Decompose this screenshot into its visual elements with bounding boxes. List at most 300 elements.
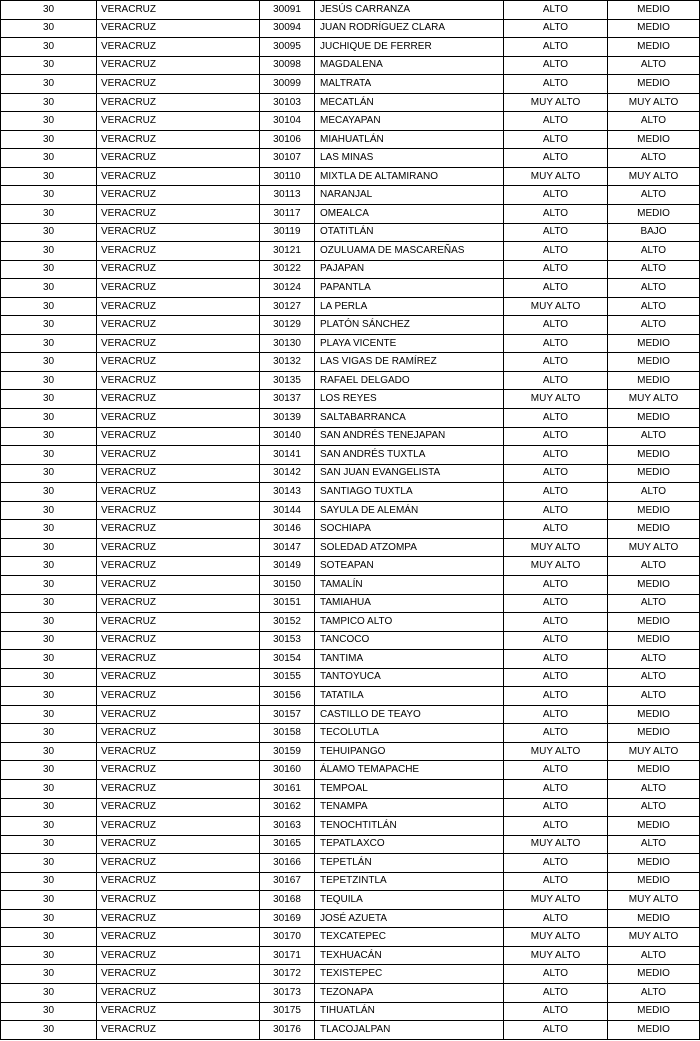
municipality-name-cell: OZULUAMA DE MASCAREÑAS [315, 242, 504, 261]
level-2-cell: ALTO [608, 946, 700, 965]
table-row [1, 965, 700, 984]
municipality-name-cell: MAGDALENA [315, 56, 504, 75]
state-code-cell: 30 [1, 242, 97, 261]
level-1-cell: MUY ALTO [504, 390, 608, 409]
level-1-cell: ALTO [504, 464, 608, 483]
state-code-cell: 30 [1, 56, 97, 75]
level-2-cell: MUY ALTO [608, 93, 700, 112]
table-row [1, 779, 700, 798]
municipality-code-cell: 30106 [260, 130, 315, 149]
state-name-cell: VERACRUZ [97, 112, 260, 131]
state-name-cell: VERACRUZ [97, 835, 260, 854]
level-2-cell: MEDIO [608, 409, 700, 428]
table-row [1, 464, 700, 483]
level-2-cell: MEDIO [608, 1, 700, 20]
level-1-cell: ALTO [504, 409, 608, 428]
level-1-cell: ALTO [504, 909, 608, 928]
state-code-cell: 30 [1, 427, 97, 446]
state-name-cell: VERACRUZ [97, 260, 260, 279]
municipality-name-cell: MIAHUATLÁN [315, 130, 504, 149]
level-1-cell: ALTO [504, 501, 608, 520]
table-row [1, 93, 700, 112]
state-name-cell: VERACRUZ [97, 613, 260, 632]
municipality-name-cell: SOLEDAD ATZOMPA [315, 538, 504, 557]
state-code-cell: 30 [1, 965, 97, 984]
municipality-name-cell: PLAYA VICENTE [315, 334, 504, 353]
level-1-cell: MUY ALTO [504, 538, 608, 557]
state-name-cell: VERACRUZ [97, 38, 260, 57]
state-name-cell: VERACRUZ [97, 167, 260, 186]
level-1-cell: ALTO [504, 779, 608, 798]
table-row [1, 1, 700, 20]
level-1-cell: ALTO [504, 761, 608, 780]
municipality-code-cell: 30117 [260, 205, 315, 224]
state-code-cell: 30 [1, 112, 97, 131]
table-row [1, 334, 700, 353]
state-name-cell: VERACRUZ [97, 242, 260, 261]
state-code-cell: 30 [1, 650, 97, 669]
level-1-cell: ALTO [504, 223, 608, 242]
municipality-name-cell: TEMPOAL [315, 779, 504, 798]
level-2-cell: MEDIO [608, 965, 700, 984]
state-name-cell: VERACRUZ [97, 446, 260, 465]
state-code-cell: 30 [1, 149, 97, 168]
municipality-name-cell: TANCOCO [315, 631, 504, 650]
table-row [1, 909, 700, 928]
municipality-code-cell: 30170 [260, 928, 315, 947]
level-2-cell: MEDIO [608, 75, 700, 94]
municipality-code-cell: 30142 [260, 464, 315, 483]
table-row [1, 854, 700, 873]
state-code-cell: 30 [1, 854, 97, 873]
level-2-cell: MUY ALTO [608, 538, 700, 557]
level-2-cell: MEDIO [608, 909, 700, 928]
municipality-name-cell: NARANJAL [315, 186, 504, 205]
state-name-cell: VERACRUZ [97, 761, 260, 780]
level-1-cell: ALTO [504, 353, 608, 372]
state-code-cell: 30 [1, 798, 97, 817]
municipality-name-cell: TEXHUACÁN [315, 946, 504, 965]
table-row [1, 557, 700, 576]
municipality-code-cell: 30091 [260, 1, 315, 20]
municipality-code-cell: 30167 [260, 872, 315, 891]
level-1-cell: MUY ALTO [504, 946, 608, 965]
municipality-code-cell: 30135 [260, 371, 315, 390]
municipality-name-cell: CASTILLO DE TEAYO [315, 705, 504, 724]
level-1-cell: ALTO [504, 817, 608, 836]
municipality-code-cell: 30104 [260, 112, 315, 131]
state-code-cell: 30 [1, 390, 97, 409]
table-body [1, 1, 700, 1040]
level-2-cell: MUY ALTO [608, 742, 700, 761]
level-1-cell: ALTO [504, 334, 608, 353]
municipality-name-cell: OMEALCA [315, 205, 504, 224]
table-row [1, 279, 700, 298]
table-row [1, 631, 700, 650]
level-2-cell: ALTO [608, 687, 700, 706]
table-row [1, 371, 700, 390]
state-name-cell: VERACRUZ [97, 575, 260, 594]
level-2-cell: MEDIO [608, 613, 700, 632]
table-row [1, 928, 700, 947]
level-1-cell: MUY ALTO [504, 93, 608, 112]
municipality-name-cell: TEPATLAXCO [315, 835, 504, 854]
municipality-code-cell: 30119 [260, 223, 315, 242]
level-2-cell: MEDIO [608, 1002, 700, 1021]
level-2-cell: ALTO [608, 668, 700, 687]
municipality-code-cell: 30140 [260, 427, 315, 446]
table-row [1, 983, 700, 1002]
state-code-cell: 30 [1, 483, 97, 502]
table-row [1, 891, 700, 910]
municipality-name-cell: SOTEAPAN [315, 557, 504, 576]
level-2-cell: ALTO [608, 557, 700, 576]
municipality-name-cell: TEXCATEPEC [315, 928, 504, 947]
level-1-cell: MUY ALTO [504, 557, 608, 576]
level-2-cell: MEDIO [608, 817, 700, 836]
state-name-cell: VERACRUZ [97, 557, 260, 576]
level-1-cell: ALTO [504, 205, 608, 224]
state-name-cell: VERACRUZ [97, 297, 260, 316]
state-code-cell: 30 [1, 1021, 97, 1040]
level-1-cell: ALTO [504, 19, 608, 38]
level-1-cell: ALTO [504, 38, 608, 57]
state-name-cell: VERACRUZ [97, 779, 260, 798]
level-2-cell: MEDIO [608, 854, 700, 873]
table-row [1, 353, 700, 372]
state-name-cell: VERACRUZ [97, 705, 260, 724]
level-1-cell: ALTO [504, 650, 608, 669]
municipality-name-cell: SANTIAGO TUXTLA [315, 483, 504, 502]
level-1-cell: ALTO [504, 130, 608, 149]
municipality-code-cell: 30110 [260, 167, 315, 186]
state-code-cell: 30 [1, 835, 97, 854]
level-2-cell: MEDIO [608, 130, 700, 149]
municipality-code-cell: 30139 [260, 409, 315, 428]
state-code-cell: 30 [1, 93, 97, 112]
table-row [1, 446, 700, 465]
municipality-code-cell: 30175 [260, 1002, 315, 1021]
state-code-cell: 30 [1, 1, 97, 20]
level-2-cell: ALTO [608, 798, 700, 817]
municipality-code-cell: 30162 [260, 798, 315, 817]
table-row [1, 520, 700, 539]
state-name-cell: VERACRUZ [97, 334, 260, 353]
table-row [1, 149, 700, 168]
municipality-name-cell: JOSÉ AZUETA [315, 909, 504, 928]
municipality-name-cell: MIXTLA DE ALTAMIRANO [315, 167, 504, 186]
level-1-cell: ALTO [504, 594, 608, 613]
state-code-cell: 30 [1, 409, 97, 428]
state-code-cell: 30 [1, 872, 97, 891]
municipality-name-cell: LOS REYES [315, 390, 504, 409]
table-row [1, 687, 700, 706]
level-1-cell: ALTO [504, 631, 608, 650]
table-row [1, 835, 700, 854]
municipality-name-cell: JESÚS CARRANZA [315, 1, 504, 20]
state-name-cell: VERACRUZ [97, 371, 260, 390]
state-name-cell: VERACRUZ [97, 149, 260, 168]
municipality-code-cell: 30137 [260, 390, 315, 409]
state-name-cell: VERACRUZ [97, 75, 260, 94]
level-1-cell: ALTO [504, 186, 608, 205]
level-2-cell: ALTO [608, 149, 700, 168]
level-1-cell: ALTO [504, 56, 608, 75]
level-2-cell: MEDIO [608, 334, 700, 353]
state-code-cell: 30 [1, 334, 97, 353]
state-name-cell: VERACRUZ [97, 965, 260, 984]
level-2-cell: ALTO [608, 186, 700, 205]
table-row [1, 409, 700, 428]
level-1-cell: ALTO [504, 687, 608, 706]
table-row [1, 56, 700, 75]
table-row [1, 538, 700, 557]
table-row [1, 817, 700, 836]
state-code-cell: 30 [1, 631, 97, 650]
municipality-name-cell: OTATITLÁN [315, 223, 504, 242]
table-row [1, 705, 700, 724]
state-name-cell: VERACRUZ [97, 650, 260, 669]
state-code-cell: 30 [1, 464, 97, 483]
municipality-code-cell: 30103 [260, 93, 315, 112]
state-name-cell: VERACRUZ [97, 501, 260, 520]
level-1-cell: ALTO [504, 705, 608, 724]
municipality-code-cell: 30160 [260, 761, 315, 780]
level-2-cell: ALTO [608, 594, 700, 613]
level-2-cell: MEDIO [608, 353, 700, 372]
table-row [1, 390, 700, 409]
level-2-cell: MEDIO [608, 520, 700, 539]
table-row [1, 19, 700, 38]
municipality-code-cell: 30129 [260, 316, 315, 335]
municipality-code-cell: 30143 [260, 483, 315, 502]
municipality-code-cell: 30155 [260, 668, 315, 687]
level-2-cell: MEDIO [608, 724, 700, 743]
level-2-cell: MEDIO [608, 19, 700, 38]
state-name-cell: VERACRUZ [97, 687, 260, 706]
municipality-name-cell: TEQUILA [315, 891, 504, 910]
state-name-cell: VERACRUZ [97, 817, 260, 836]
state-code-cell: 30 [1, 223, 97, 242]
state-name-cell: VERACRUZ [97, 130, 260, 149]
municipality-code-cell: 30159 [260, 742, 315, 761]
municipality-name-cell: TECOLUTLA [315, 724, 504, 743]
table-row [1, 613, 700, 632]
table-row [1, 186, 700, 205]
municipality-name-cell: LA PERLA [315, 297, 504, 316]
table-row [1, 205, 700, 224]
table-row [1, 575, 700, 594]
state-name-cell: VERACRUZ [97, 353, 260, 372]
state-code-cell: 30 [1, 297, 97, 316]
level-1-cell: MUY ALTO [504, 928, 608, 947]
level-2-cell: MEDIO [608, 446, 700, 465]
table-row [1, 38, 700, 57]
state-code-cell: 30 [1, 575, 97, 594]
municipality-code-cell: 30152 [260, 613, 315, 632]
state-name-cell: VERACRUZ [97, 983, 260, 1002]
state-name-cell: VERACRUZ [97, 1021, 260, 1040]
level-1-cell: ALTO [504, 279, 608, 298]
state-name-cell: VERACRUZ [97, 464, 260, 483]
state-name-cell: VERACRUZ [97, 93, 260, 112]
state-name-cell: VERACRUZ [97, 1, 260, 20]
level-1-cell: MUY ALTO [504, 167, 608, 186]
level-1-cell: ALTO [504, 668, 608, 687]
table-row [1, 742, 700, 761]
level-1-cell: MUY ALTO [504, 742, 608, 761]
state-name-cell: VERACRUZ [97, 798, 260, 817]
municipality-code-cell: 30165 [260, 835, 315, 854]
table-row [1, 650, 700, 669]
municipality-name-cell: TENAMPA [315, 798, 504, 817]
state-code-cell: 30 [1, 279, 97, 298]
municipality-name-cell: PAPANTLA [315, 279, 504, 298]
municipality-code-cell: 30157 [260, 705, 315, 724]
state-name-cell: VERACRUZ [97, 594, 260, 613]
municipality-code-cell: 30172 [260, 965, 315, 984]
municipality-name-cell: JUAN RODRÍGUEZ CLARA [315, 19, 504, 38]
state-code-cell: 30 [1, 891, 97, 910]
level-2-cell: ALTO [608, 112, 700, 131]
municipality-name-cell: SAYULA DE ALEMÁN [315, 501, 504, 520]
state-code-cell: 30 [1, 186, 97, 205]
state-code-cell: 30 [1, 371, 97, 390]
state-code-cell: 30 [1, 1002, 97, 1021]
table-row [1, 483, 700, 502]
level-1-cell: ALTO [504, 1, 608, 20]
municipality-name-cell: TEPETZINTLA [315, 872, 504, 891]
state-name-cell: VERACRUZ [97, 186, 260, 205]
state-name-cell: VERACRUZ [97, 316, 260, 335]
table-row [1, 872, 700, 891]
municipality-name-cell: TLACOJALPAN [315, 1021, 504, 1040]
level-1-cell: ALTO [504, 724, 608, 743]
level-2-cell: ALTO [608, 242, 700, 261]
municipality-name-cell: TEZONAPA [315, 983, 504, 1002]
state-code-cell: 30 [1, 983, 97, 1002]
state-name-cell: VERACRUZ [97, 19, 260, 38]
municipality-code-cell: 30147 [260, 538, 315, 557]
level-1-cell: ALTO [504, 520, 608, 539]
level-2-cell: ALTO [608, 316, 700, 335]
table-row [1, 761, 700, 780]
state-code-cell: 30 [1, 928, 97, 947]
level-1-cell: ALTO [504, 260, 608, 279]
state-code-cell: 30 [1, 668, 97, 687]
state-code-cell: 30 [1, 557, 97, 576]
state-code-cell: 30 [1, 779, 97, 798]
municipality-name-cell: MECAYAPAN [315, 112, 504, 131]
state-name-cell: VERACRUZ [97, 409, 260, 428]
level-2-cell: MEDIO [608, 205, 700, 224]
table-row [1, 130, 700, 149]
municipality-name-cell: TEHUIPANGO [315, 742, 504, 761]
table-row [1, 724, 700, 743]
municipality-code-cell: 30122 [260, 260, 315, 279]
level-2-cell: MEDIO [608, 1021, 700, 1040]
state-name-cell: VERACRUZ [97, 891, 260, 910]
level-2-cell: ALTO [608, 835, 700, 854]
municipality-name-cell: SAN ANDRÉS TUXTLA [315, 446, 504, 465]
municipality-code-cell: 30095 [260, 38, 315, 57]
state-name-cell: VERACRUZ [97, 668, 260, 687]
level-2-cell: MEDIO [608, 631, 700, 650]
municipality-code-cell: 30146 [260, 520, 315, 539]
municipality-code-cell: 30098 [260, 56, 315, 75]
municipality-code-cell: 30156 [260, 687, 315, 706]
level-2-cell: ALTO [608, 279, 700, 298]
municipality-name-cell: SOCHIAPA [315, 520, 504, 539]
municipality-code-cell: 30121 [260, 242, 315, 261]
municipality-code-cell: 30124 [260, 279, 315, 298]
municipality-name-cell: TEXISTEPEC [315, 965, 504, 984]
municipality-code-cell: 30127 [260, 297, 315, 316]
state-code-cell: 30 [1, 909, 97, 928]
municipality-name-cell: JUCHIQUE DE FERRER [315, 38, 504, 57]
municipality-name-cell: TANTOYUCA [315, 668, 504, 687]
municipality-name-cell: SAN JUAN EVANGELISTA [315, 464, 504, 483]
level-1-cell: ALTO [504, 854, 608, 873]
level-1-cell: ALTO [504, 242, 608, 261]
state-code-cell: 30 [1, 817, 97, 836]
municipality-name-cell: SALTABARRANCA [315, 409, 504, 428]
municipality-name-cell: LAS MINAS [315, 149, 504, 168]
table-row [1, 167, 700, 186]
level-2-cell: ALTO [608, 297, 700, 316]
state-name-cell: VERACRUZ [97, 854, 260, 873]
level-2-cell: MEDIO [608, 38, 700, 57]
municipality-name-cell: SAN ANDRÉS TENEJAPAN [315, 427, 504, 446]
municipality-code-cell: 30158 [260, 724, 315, 743]
level-2-cell: MEDIO [608, 464, 700, 483]
state-code-cell: 30 [1, 75, 97, 94]
level-1-cell: MUY ALTO [504, 297, 608, 316]
municipality-name-cell: ÁLAMO TEMAPACHE [315, 761, 504, 780]
table-row [1, 427, 700, 446]
municipality-name-cell: RAFAEL DELGADO [315, 371, 504, 390]
level-2-cell: MUY ALTO [608, 928, 700, 947]
level-2-cell: MEDIO [608, 575, 700, 594]
table-row [1, 1021, 700, 1040]
level-2-cell: MEDIO [608, 371, 700, 390]
municipality-name-cell: TAMIAHUA [315, 594, 504, 613]
level-1-cell: ALTO [504, 316, 608, 335]
municipality-name-cell: PLATÓN SÁNCHEZ [315, 316, 504, 335]
state-code-cell: 30 [1, 687, 97, 706]
state-name-cell: VERACRUZ [97, 1002, 260, 1021]
level-1-cell: ALTO [504, 872, 608, 891]
state-name-cell: VERACRUZ [97, 872, 260, 891]
municipality-code-cell: 30149 [260, 557, 315, 576]
municipality-code-cell: 30132 [260, 353, 315, 372]
municipality-name-cell: TATATILA [315, 687, 504, 706]
level-1-cell: ALTO [504, 112, 608, 131]
municipality-name-cell: TANTIMA [315, 650, 504, 669]
level-1-cell: MUY ALTO [504, 835, 608, 854]
table-row [1, 112, 700, 131]
state-code-cell: 30 [1, 724, 97, 743]
state-name-cell: VERACRUZ [97, 946, 260, 965]
state-code-cell: 30 [1, 705, 97, 724]
municipality-code-cell: 30113 [260, 186, 315, 205]
municipality-code-cell: 30161 [260, 779, 315, 798]
state-name-cell: VERACRUZ [97, 928, 260, 947]
municipality-name-cell: MALTRATA [315, 75, 504, 94]
level-2-cell: MEDIO [608, 761, 700, 780]
municipality-code-cell: 30163 [260, 817, 315, 836]
level-2-cell: MEDIO [608, 705, 700, 724]
